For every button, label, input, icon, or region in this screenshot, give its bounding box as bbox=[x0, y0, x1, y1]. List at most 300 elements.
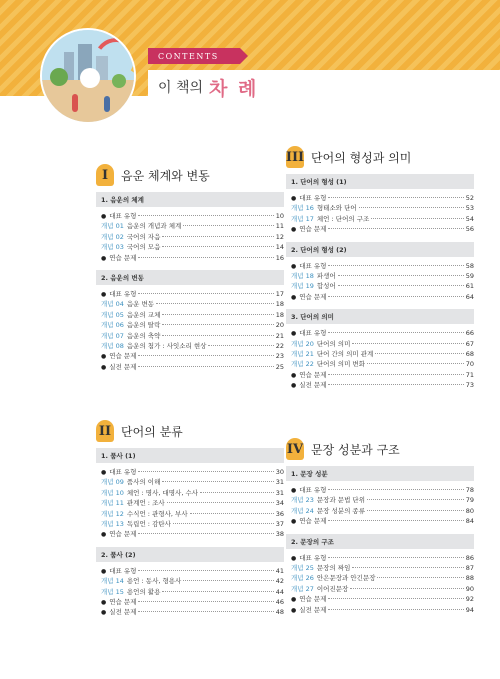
entry-text: 음운의 탈락 bbox=[126, 321, 161, 330]
dot-leader bbox=[162, 246, 273, 247]
dot-leader bbox=[138, 293, 273, 294]
toc-entry[interactable] bbox=[286, 271, 474, 281]
dot-leader bbox=[338, 285, 464, 286]
toc-entry[interactable] bbox=[286, 516, 474, 526]
toc-entry[interactable] bbox=[96, 351, 284, 361]
entry-text: 연습 문제 bbox=[109, 253, 137, 262]
entry-text: 연습 문제 bbox=[299, 292, 327, 301]
toc-entry[interactable] bbox=[286, 584, 474, 594]
entry-label bbox=[101, 232, 160, 241]
page-number: 79 bbox=[465, 496, 474, 505]
entry-text: 실전 문제 bbox=[109, 608, 137, 617]
concept-number: 개념 20 bbox=[291, 339, 314, 348]
entry-label bbox=[101, 498, 165, 507]
toc-entry[interactable] bbox=[96, 289, 284, 299]
entry-text: 대표 유형 bbox=[109, 566, 137, 575]
entry-text: 연습 문제 bbox=[299, 225, 327, 234]
toc-entry[interactable] bbox=[96, 331, 284, 341]
concept-number: 개념 25 bbox=[291, 563, 314, 572]
bullet-icon: ● bbox=[291, 518, 297, 526]
bullet-icon: ● bbox=[101, 609, 107, 617]
contents-tag: CONTENTS bbox=[148, 48, 240, 64]
entry-label bbox=[101, 221, 181, 230]
toc-entry[interactable] bbox=[286, 594, 474, 604]
page-number: 67 bbox=[465, 339, 474, 348]
part-header bbox=[286, 146, 474, 168]
dot-leader bbox=[359, 207, 464, 208]
entry-label bbox=[291, 261, 326, 270]
entry-text: 단어 간의 의미 관계 bbox=[316, 349, 374, 358]
entry-text: 연습 문제 bbox=[109, 530, 137, 539]
part-title: 음운 체계와 변동 bbox=[121, 168, 210, 183]
dot-leader bbox=[328, 520, 463, 521]
entry-text: 문장의 짜임 bbox=[316, 563, 351, 572]
part-4 bbox=[286, 438, 474, 622]
toc-entry[interactable] bbox=[286, 380, 474, 390]
bullet-icon: ● bbox=[291, 330, 297, 338]
page-number: 44 bbox=[275, 587, 284, 596]
toc-entry[interactable] bbox=[286, 349, 474, 359]
page-number: 41 bbox=[275, 566, 284, 575]
part-header bbox=[286, 438, 474, 460]
page-number: 12 bbox=[275, 232, 284, 241]
part-numeral: IV bbox=[286, 438, 304, 460]
toc-entry[interactable] bbox=[96, 597, 284, 607]
entry-label bbox=[101, 566, 136, 575]
dot-leader bbox=[138, 601, 273, 602]
toc-entry[interactable] bbox=[96, 529, 284, 539]
entry-label bbox=[101, 576, 181, 585]
dot-leader bbox=[328, 374, 463, 375]
page-number: 73 bbox=[465, 381, 474, 390]
page-number: 38 bbox=[275, 530, 284, 539]
page-number: 54 bbox=[465, 214, 474, 223]
part-title: 단어의 형성과 의미 bbox=[311, 150, 412, 165]
concept-number: 개념 17 bbox=[291, 214, 314, 223]
dot-leader bbox=[328, 489, 463, 490]
toc-entry[interactable] bbox=[286, 359, 474, 369]
entry-text: 체언 : 명사, 대명사, 수사 bbox=[126, 488, 199, 497]
page-number: 92 bbox=[465, 595, 474, 604]
concept-number: 개념 05 bbox=[101, 310, 124, 319]
dot-leader bbox=[328, 384, 463, 385]
toc-entry[interactable] bbox=[96, 607, 284, 617]
part-numeral: I bbox=[96, 164, 114, 186]
toc-entry[interactable] bbox=[96, 467, 284, 477]
part-1 bbox=[96, 164, 284, 379]
dot-leader bbox=[173, 523, 274, 524]
entry-label bbox=[291, 271, 336, 280]
bullet-icon: ● bbox=[291, 262, 297, 270]
toc-entry[interactable] bbox=[286, 328, 474, 338]
toc-section bbox=[286, 242, 474, 303]
dot-leader bbox=[328, 228, 463, 229]
bullet-icon: ● bbox=[291, 596, 297, 604]
page-number: 61 bbox=[465, 282, 474, 291]
page-number: 14 bbox=[275, 243, 284, 252]
concept-number: 개념 22 bbox=[291, 360, 314, 369]
entry-label bbox=[101, 299, 154, 308]
page-number: 31 bbox=[275, 478, 284, 487]
part-numeral: III bbox=[286, 146, 304, 168]
toc-entry[interactable] bbox=[286, 605, 474, 615]
entry-label bbox=[101, 211, 136, 220]
concept-number: 개념 04 bbox=[101, 300, 124, 309]
section-title: 1. 단어의 형성 (1) bbox=[286, 174, 474, 189]
entry-label bbox=[101, 362, 136, 371]
page-number: 80 bbox=[465, 506, 474, 515]
page-number: 11 bbox=[275, 222, 284, 231]
page-number: 25 bbox=[275, 362, 284, 371]
toc-entry[interactable] bbox=[286, 224, 474, 234]
entry-text: 실전 문제 bbox=[299, 381, 327, 390]
dot-leader bbox=[162, 236, 273, 237]
dot-leader bbox=[138, 611, 273, 612]
entry-text: 실전 문제 bbox=[109, 362, 137, 371]
bullet-icon: ● bbox=[101, 363, 107, 371]
entry-text: 단어의 의미 bbox=[316, 339, 351, 348]
entry-text: 연습 문제 bbox=[299, 517, 327, 526]
toc-entry[interactable] bbox=[96, 211, 284, 221]
entry-label bbox=[101, 351, 136, 360]
part-numeral: II bbox=[96, 420, 114, 442]
toc-entry[interactable] bbox=[286, 193, 474, 203]
page-number: 23 bbox=[275, 352, 284, 361]
entry-label bbox=[101, 519, 171, 528]
bullet-icon: ● bbox=[291, 195, 297, 202]
toc-entry[interactable] bbox=[286, 506, 474, 516]
page-number: 59 bbox=[465, 271, 474, 280]
part-title: 단어의 분류 bbox=[121, 424, 183, 439]
toc-entry[interactable] bbox=[96, 576, 284, 586]
dot-leader bbox=[162, 314, 273, 315]
toc-entry[interactable] bbox=[96, 310, 284, 320]
toc-entry[interactable] bbox=[96, 341, 284, 351]
dot-leader bbox=[138, 355, 273, 356]
toc-entry[interactable] bbox=[96, 320, 284, 330]
dot-leader bbox=[156, 303, 274, 304]
toc-section bbox=[96, 270, 284, 372]
dot-leader bbox=[367, 510, 464, 511]
entry-text: 안은문장과 안긴문장 bbox=[316, 574, 376, 583]
entry-text: 이어진문장 bbox=[316, 584, 349, 593]
dot-leader bbox=[162, 481, 273, 482]
toc-section bbox=[286, 466, 474, 527]
toc-entry[interactable] bbox=[286, 214, 474, 224]
page-number: 56 bbox=[465, 225, 474, 234]
page-number: 66 bbox=[465, 329, 474, 338]
page-number: 46 bbox=[275, 597, 284, 606]
page-number: 90 bbox=[465, 584, 474, 593]
entry-text: 대표 유형 bbox=[299, 486, 327, 494]
concept-number: 개념 27 bbox=[291, 584, 314, 593]
entry-label bbox=[291, 485, 326, 494]
toc-entry[interactable] bbox=[96, 477, 284, 487]
page-number: 86 bbox=[465, 553, 474, 562]
dot-leader bbox=[167, 502, 274, 503]
toc-entry[interactable] bbox=[96, 509, 284, 519]
entry-text: 대표 유형 bbox=[299, 194, 327, 202]
entry-label bbox=[291, 506, 365, 515]
entry-text: 음운 변동 bbox=[126, 300, 155, 309]
toc-entry[interactable] bbox=[96, 566, 284, 576]
entry-label bbox=[291, 339, 350, 348]
title-prefix: 이 책의 bbox=[158, 80, 204, 96]
entry-text: 음운의 첨가 : 사잇소리 현상 bbox=[126, 341, 207, 350]
entry-text: 실전 문제 bbox=[299, 605, 327, 614]
toc-entry[interactable] bbox=[286, 495, 474, 505]
entry-text: 독립언 : 감탄사 bbox=[126, 519, 171, 528]
entry-label bbox=[291, 292, 326, 301]
toc-entry[interactable] bbox=[286, 553, 474, 563]
section-title: 1. 품사 (1) bbox=[96, 448, 284, 463]
page-number: 48 bbox=[275, 608, 284, 617]
dot-leader bbox=[328, 557, 463, 558]
toc-entry[interactable] bbox=[96, 498, 284, 508]
dot-leader bbox=[162, 324, 273, 325]
entry-text: 수식언 : 관형사, 부사 bbox=[126, 509, 188, 518]
concept-number: 개념 13 bbox=[101, 519, 124, 528]
dot-leader bbox=[183, 225, 273, 226]
entry-text: 연습 문제 bbox=[109, 352, 137, 361]
part-header bbox=[96, 420, 284, 442]
toc-entry[interactable] bbox=[286, 281, 474, 291]
entry-label bbox=[101, 597, 136, 606]
dot-leader bbox=[138, 366, 273, 367]
concept-number: 개념 10 bbox=[101, 488, 124, 497]
page-number: 78 bbox=[465, 486, 474, 494]
concept-number: 개념 14 bbox=[101, 577, 124, 586]
page-number: 64 bbox=[465, 292, 474, 301]
toc-entry[interactable] bbox=[286, 563, 474, 573]
entry-text: 대표 유형 bbox=[109, 468, 137, 476]
toc-entry[interactable] bbox=[286, 370, 474, 380]
entry-label bbox=[291, 214, 369, 223]
entry-label bbox=[291, 584, 348, 593]
toc-entry[interactable] bbox=[96, 587, 284, 597]
page-number: 94 bbox=[465, 605, 474, 614]
dot-leader bbox=[352, 343, 463, 344]
cover-illustration bbox=[40, 28, 136, 124]
bullet-icon: ● bbox=[291, 382, 297, 390]
toc-entry[interactable] bbox=[286, 203, 474, 213]
concept-number: 개념 19 bbox=[291, 282, 314, 291]
page-number: 16 bbox=[275, 253, 284, 262]
section-title: 1. 음운의 체계 bbox=[96, 192, 284, 207]
page-number: 70 bbox=[465, 360, 474, 369]
entry-label bbox=[101, 331, 160, 340]
dot-leader bbox=[371, 218, 463, 219]
entry-label bbox=[101, 341, 206, 350]
entry-label bbox=[291, 203, 357, 212]
entry-label bbox=[291, 328, 326, 337]
dot-leader bbox=[367, 363, 464, 364]
entry-label bbox=[101, 310, 160, 319]
page-number: 34 bbox=[275, 499, 284, 508]
toc-entry[interactable] bbox=[96, 299, 284, 309]
entry-text: 대표 유형 bbox=[109, 212, 137, 220]
bullet-icon: ● bbox=[101, 353, 107, 361]
title-main: 차 례 bbox=[209, 77, 259, 100]
entry-text: 국어의 모음 bbox=[126, 243, 161, 252]
toc-entry[interactable] bbox=[286, 261, 474, 271]
concept-number: 개념 01 bbox=[101, 222, 124, 231]
entry-label bbox=[291, 495, 365, 504]
page-title bbox=[148, 70, 500, 104]
entry-text: 음운의 교체 bbox=[126, 310, 161, 319]
part-header bbox=[96, 164, 284, 186]
entry-label bbox=[291, 193, 326, 202]
entry-label bbox=[291, 563, 350, 572]
toc-entry[interactable] bbox=[96, 221, 284, 231]
dot-leader bbox=[350, 588, 463, 589]
concept-number: 개념 12 bbox=[101, 509, 124, 518]
entry-text: 대표 유형 bbox=[299, 553, 327, 562]
entry-label bbox=[101, 477, 160, 486]
bullet-icon: ● bbox=[291, 554, 297, 562]
concept-number: 개념 16 bbox=[291, 204, 314, 213]
toc-entry[interactable] bbox=[96, 232, 284, 242]
entry-text: 체언 : 단어의 구조 bbox=[316, 214, 370, 223]
concept-number: 개념 15 bbox=[101, 587, 124, 596]
toc-entry[interactable] bbox=[96, 242, 284, 252]
section-title: 2. 음운의 변동 bbox=[96, 270, 284, 285]
page-number: 88 bbox=[465, 574, 474, 583]
dot-leader bbox=[338, 275, 464, 276]
toc-entry[interactable] bbox=[96, 488, 284, 498]
concept-number: 개념 21 bbox=[291, 349, 314, 358]
bullet-icon: ● bbox=[101, 598, 107, 606]
entry-label bbox=[101, 488, 198, 497]
dot-leader bbox=[138, 257, 273, 258]
toc-entry[interactable] bbox=[286, 339, 474, 349]
concept-number: 개념 07 bbox=[101, 331, 124, 340]
bullet-icon: ● bbox=[101, 469, 107, 476]
toc-section bbox=[96, 448, 284, 540]
concept-number: 개념 02 bbox=[101, 232, 124, 241]
page-number: 20 bbox=[275, 321, 284, 330]
dot-leader bbox=[328, 609, 463, 610]
entry-text: 연습 문제 bbox=[299, 370, 327, 379]
toc-section bbox=[286, 309, 474, 390]
entry-text: 음운의 축약 bbox=[126, 331, 161, 340]
entry-text: 대표 유형 bbox=[109, 289, 137, 298]
entry-text: 합성어 bbox=[316, 282, 336, 291]
toc-section bbox=[96, 547, 284, 618]
page-number: 21 bbox=[275, 331, 284, 340]
dot-leader bbox=[328, 265, 463, 266]
bullet-icon: ● bbox=[101, 290, 107, 298]
dot-leader bbox=[367, 499, 464, 500]
page-number: 17 bbox=[275, 289, 284, 298]
concept-number: 개념 09 bbox=[101, 478, 124, 487]
entry-label bbox=[101, 467, 136, 476]
entry-label bbox=[101, 242, 160, 251]
concept-number: 개념 06 bbox=[101, 321, 124, 330]
dot-leader bbox=[328, 197, 463, 198]
entry-text: 연습 문제 bbox=[109, 597, 137, 606]
part-3 bbox=[286, 146, 474, 397]
dot-leader bbox=[328, 598, 463, 599]
entry-label bbox=[291, 349, 373, 358]
toc-entry[interactable] bbox=[286, 292, 474, 302]
bullet-icon: ● bbox=[291, 606, 297, 614]
entry-label bbox=[101, 320, 160, 329]
page-number: 30 bbox=[275, 468, 284, 476]
page-number: 31 bbox=[275, 488, 284, 497]
toc-section bbox=[286, 174, 474, 235]
bullet-icon: ● bbox=[101, 531, 107, 539]
page-number: 87 bbox=[465, 563, 474, 572]
entry-text: 형태소와 단어 bbox=[316, 204, 357, 213]
entry-text: 단어의 의미 변화 bbox=[316, 360, 365, 369]
bullet-icon: ● bbox=[101, 213, 107, 220]
dot-leader bbox=[138, 215, 273, 216]
entry-text: 관계언 : 조사 bbox=[126, 499, 165, 508]
page-number: 53 bbox=[465, 204, 474, 213]
entry-text: 음운의 개념과 체계 bbox=[126, 222, 182, 231]
dot-leader bbox=[208, 345, 273, 346]
page-number: 58 bbox=[465, 261, 474, 270]
toc-entry[interactable] bbox=[96, 519, 284, 529]
page-number: 10 bbox=[275, 212, 284, 220]
toc-entry[interactable] bbox=[96, 362, 284, 372]
entry-label bbox=[101, 529, 136, 538]
entry-label bbox=[291, 380, 326, 389]
entry-label bbox=[291, 553, 326, 562]
entry-label bbox=[291, 359, 365, 368]
dot-leader bbox=[138, 533, 273, 534]
entry-text: 품사의 이해 bbox=[126, 478, 161, 487]
entry-text: 파생어 bbox=[316, 271, 336, 280]
dot-leader bbox=[200, 492, 274, 493]
page-number: 18 bbox=[275, 300, 284, 309]
entry-label bbox=[291, 224, 326, 233]
toc-entry[interactable] bbox=[286, 573, 474, 583]
toc-entry[interactable] bbox=[96, 253, 284, 263]
bullet-icon: ● bbox=[101, 254, 107, 262]
toc-section bbox=[96, 192, 284, 263]
section-title: 2. 단어의 형성 (2) bbox=[286, 242, 474, 257]
page-number: 84 bbox=[465, 517, 474, 526]
bullet-icon: ● bbox=[291, 293, 297, 301]
toc-section bbox=[286, 534, 474, 615]
entry-label bbox=[101, 509, 188, 518]
dot-leader bbox=[162, 591, 273, 592]
dot-leader bbox=[352, 567, 463, 568]
bullet-icon: ● bbox=[291, 226, 297, 234]
entry-text: 문장과 문법 단위 bbox=[316, 496, 365, 505]
dot-leader bbox=[162, 335, 273, 336]
bullet-icon: ● bbox=[291, 487, 297, 494]
dot-leader bbox=[138, 570, 273, 571]
entry-label bbox=[291, 370, 326, 379]
concept-number: 개념 26 bbox=[291, 574, 314, 583]
page-number: 37 bbox=[275, 519, 284, 528]
bullet-icon: ● bbox=[101, 567, 107, 575]
concept-number: 개념 23 bbox=[291, 496, 314, 505]
concept-number: 개념 24 bbox=[291, 506, 314, 515]
concept-number: 개념 03 bbox=[101, 243, 124, 252]
dot-leader bbox=[190, 513, 274, 514]
page-number: 22 bbox=[275, 341, 284, 350]
dot-leader bbox=[138, 471, 273, 472]
part-2 bbox=[96, 420, 284, 625]
page-number: 52 bbox=[465, 194, 474, 202]
dot-leader bbox=[183, 580, 273, 581]
toc-entry[interactable] bbox=[286, 485, 474, 495]
entry-label bbox=[101, 587, 160, 596]
